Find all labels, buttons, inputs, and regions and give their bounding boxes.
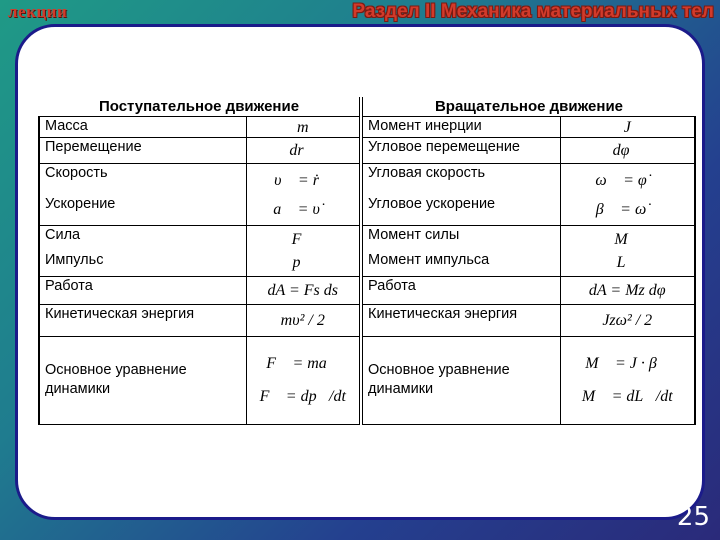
cell-formula: dA = Fs ds — [246, 276, 361, 304]
name-angular-velocity: Угловая скорость — [368, 165, 486, 182]
cell-formula: Jzω² / 2 — [560, 304, 695, 336]
name-angular-acceleration: Угловое ускорение — [368, 196, 496, 213]
table-row — [39, 164, 695, 226]
formula-angular-momentum-derivative: M⃗ = dL⃗/dt — [581, 388, 673, 406]
cell-name: Кинетическая энергия — [361, 304, 560, 336]
cell-formula — [246, 336, 361, 424]
formula-force: F⃗ — [291, 230, 314, 248]
formula-angular-momentum: L⃗ — [616, 253, 638, 271]
table-row — [39, 304, 695, 336]
name-momentum: Импульс — [45, 252, 104, 269]
formula-torque: M⃗ — [614, 230, 641, 248]
name-force: Сила — [45, 227, 81, 244]
cell-formula: dA = Mz dφ — [560, 276, 695, 304]
cell-name: Кинетическая энергия — [39, 304, 246, 336]
formula-velocity: υ⃗ = ṙ⃗ — [274, 171, 332, 189]
cell-formula — [560, 164, 695, 226]
table-row — [39, 138, 695, 164]
cell-name: Работа — [361, 276, 560, 304]
lecture-label: лекции — [8, 2, 68, 21]
cell-formula: dr⃗ — [246, 138, 361, 164]
cell-name: Масса — [39, 117, 246, 138]
comparison-table — [38, 97, 696, 425]
name-acceleration: Ускорение — [45, 196, 116, 213]
cell-formula: mυ² / 2 — [246, 304, 361, 336]
cell-formula — [560, 336, 695, 424]
cell-name — [361, 226, 560, 276]
cell-formula: m — [246, 117, 361, 138]
formula-angular-acceleration: β⃗ = ω̇⃗ — [595, 200, 659, 218]
cell-formula — [246, 164, 361, 226]
cell-formula: dφ⃗ — [560, 138, 695, 164]
cell-formula: J — [560, 117, 695, 138]
table-row — [39, 276, 695, 304]
section-title: Раздел II Механика материальных тел — [352, 1, 714, 22]
table-row — [39, 117, 695, 138]
header-rotational: Вращательное движение — [361, 97, 695, 117]
header-translational: Поступательное движение — [39, 97, 361, 117]
formula-acceleration: a⃗ = υ̇⃗ — [273, 200, 333, 218]
cell-formula — [246, 226, 361, 276]
formula-angular-velocity: ω⃗ = φ̇⃗ — [595, 171, 660, 189]
formula-momentum-derivative: F⃗ = dp⃗/dt — [259, 388, 346, 406]
cell-name: Основное уравнение динамики — [361, 336, 560, 424]
formula-momentum: p⃗ — [292, 253, 313, 271]
cell-name: Угловое перемещение — [361, 138, 560, 164]
cell-name: Работа — [39, 276, 246, 304]
cell-name — [361, 164, 560, 226]
page-number: 25 — [676, 502, 710, 532]
name-velocity: Скорость — [45, 165, 108, 182]
name-angular-momentum: Момент импульса — [368, 252, 490, 269]
table-header-row — [39, 97, 695, 117]
table-row — [39, 336, 695, 424]
cell-name: Перемещение — [39, 138, 246, 164]
cell-name — [39, 164, 246, 226]
cell-name — [39, 226, 246, 276]
cell-name: Основное уравнение динамики — [39, 336, 246, 424]
table-row — [39, 226, 695, 276]
formula-rotational-dynamics: M⃗ = J · β⃗ — [585, 355, 670, 373]
formula-newton-second: F⃗ = ma⃗ — [266, 355, 340, 373]
name-torque: Момент силы — [368, 227, 460, 244]
cell-name: Момент инерции — [361, 117, 560, 138]
cell-formula — [560, 226, 695, 276]
